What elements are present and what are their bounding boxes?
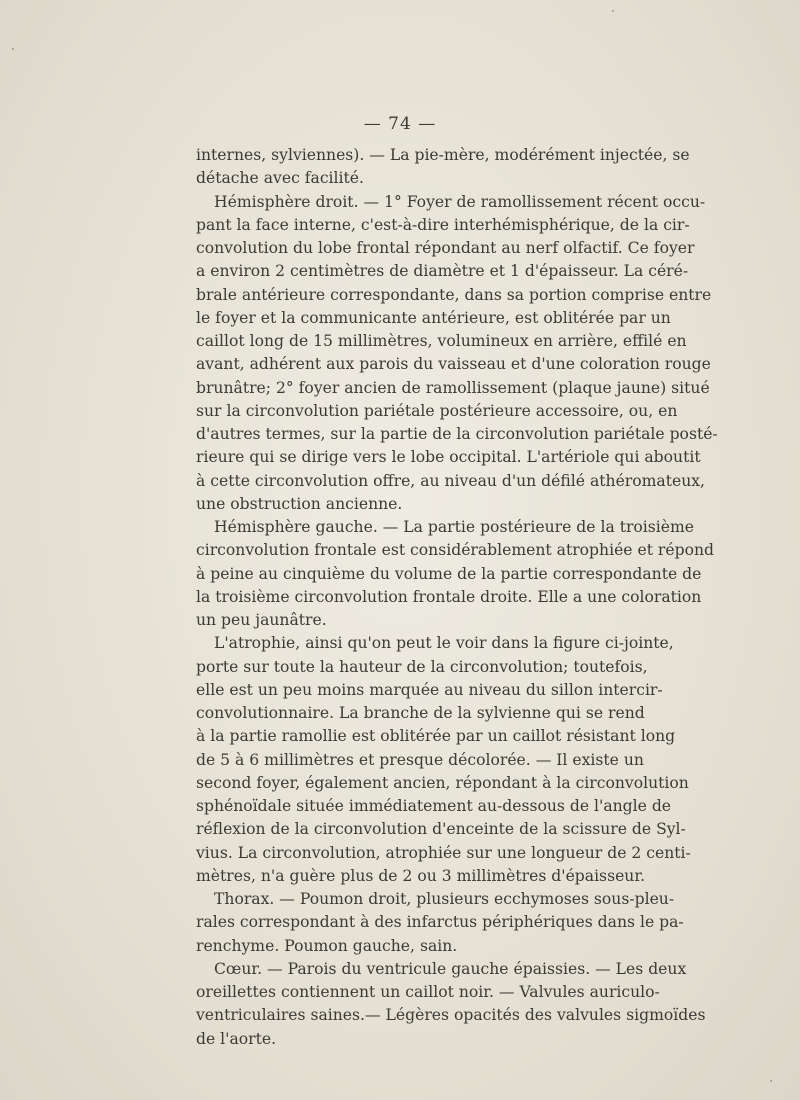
text-line: avant, adhérent aux parois du vaisseau et d'une coloration rouge [196, 355, 711, 374]
text-line: rales correspondant à des infarctus périphériques dans le pa- [196, 913, 684, 932]
text-line: rieure qui se dirige vers le lobe occipital. L'artériole qui aboutit [196, 448, 701, 467]
paper-speck [612, 10, 614, 12]
text-line: la troisième circonvolution frontale droite. Elle a une coloration [196, 587, 702, 606]
paper-speck [12, 48, 14, 50]
paper-speck [770, 1080, 772, 1082]
text-line: de l'aorte. [196, 1029, 277, 1048]
text-line: vius. La circonvolution, atrophiée sur une longueur de 2 centi- [196, 843, 691, 862]
text-line: second foyer, également ancien, répondant à la circonvolution [196, 773, 689, 792]
text-line: brale antérieure correspondante, dans sa portion comprise entre [196, 285, 712, 304]
text-line: réflexion de la circonvolution d'enceinte de la scissure de Syl- [196, 820, 686, 839]
text-line: Hémisphère droit. — 1° Foyer de ramollissement récent occu- [214, 192, 706, 211]
text-line: le foyer et la communicante antérieure, est oblitérée par un [196, 308, 671, 327]
text-line: pant la face interne, c'est-à-dire interhémisphérique, de la cir- [196, 215, 690, 234]
body-text [196, 144, 718, 1051]
text-line: d'autres termes, sur la partie de la circonvolution pariétale posté- [196, 425, 718, 443]
page-number: — 74 — [363, 114, 437, 134]
text-line: elle est un peu moins marquée au niveau du sillon intercir- [196, 680, 663, 699]
text-line: de 5 à 6 millimètres et presque décolorée. — Il existe un [196, 750, 644, 769]
text-line: mètres, n'a guère plus de 2 ou 3 millimètres d'épaisseur. [196, 866, 646, 885]
text-line: une obstruction ancienne. [196, 494, 403, 513]
text-line: caillot long de 15 millimètres, volumineux en arrière, effilé en [196, 332, 687, 350]
text-line: Hémisphère gauche. — La partie postérieure de la troisième [214, 518, 695, 536]
text-line: L'atrophie, ainsi qu'on peut le voir dans la figure ci-jointe, [214, 634, 674, 653]
text-line: détache avec facilité. [196, 169, 364, 188]
text-line: brunâtre; 2° foyer ancien de ramollissement (plaque jaune) situé [196, 378, 710, 397]
text-line: sphénoïdale située immédiatement au-dessous de l'angle de [196, 797, 672, 815]
text-line: à la partie ramollie est oblitérée par un caillot résistant long [196, 727, 676, 746]
text-line: un peu jaunâtre. [196, 611, 327, 629]
text-line: sur la circonvolution pariétale postérieure accessoire, ou, en [196, 401, 678, 420]
text-line: renchyme. Poumon gauche, sain. [196, 936, 458, 955]
text-line: Cœur. — Parois du ventricule gauche épaissies. — Les deux [214, 959, 687, 978]
text-line: à cette circonvolution offre, au niveau d'un défilé athéromateux, [196, 471, 706, 490]
text-line: internes, sylviennes). — La pie-mère, modérément injectée, se [196, 146, 690, 164]
text-line: porte sur toute la hauteur de la circonvolution; toutefois, [196, 657, 648, 676]
text-line: ventriculaires saines.— Légères opacités des valvules sigmoïdes [196, 1006, 706, 1025]
text-line: convolutionnaire. La branche de la sylvienne qui se rend [196, 704, 645, 722]
text-line: oreillettes contiennent un caillot noir. — Valvules auriculo- [196, 983, 660, 1001]
text-line: a environ 2 centimètres de diamètre et 1 d'épaisseur. La céré- [196, 262, 689, 281]
text-line: à peine au cinquième du volume de la partie correspondante de [196, 564, 702, 583]
text-line: convolution du lobe frontal répondant au nerf olfactif. Ce foyer [196, 239, 695, 257]
text-line: Thorax. — Poumon droit, plusieurs ecchymoses sous-pleu- [214, 890, 675, 908]
text-line: circonvolution frontale est considérablement atrophiée et répond [196, 541, 715, 560]
